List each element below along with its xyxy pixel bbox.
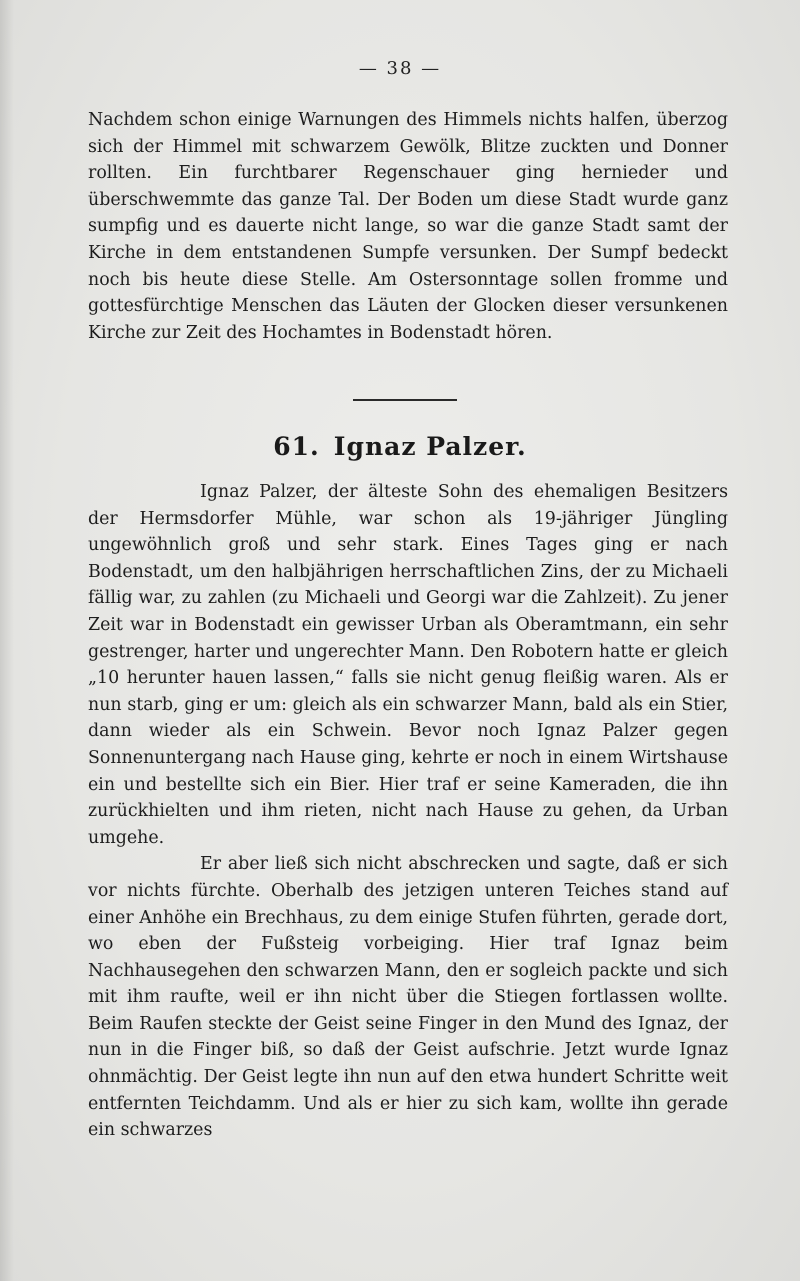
- page-number: — 38 —: [358, 58, 442, 79]
- section-divider: [353, 399, 457, 401]
- story-paragraph-1: Ignaz Palzer, der älteste Sohn des ehemaligen Besitzers der Hermsdorfer Mühle, war schon als 19-jähriger Jüngling ungewöhnlich groß und sehr stark. Eines Tages ging er nach Bodenstadt, um den halbjährigen herrschaftlichen Zins, der zu Michaeli fällig war, zu zahlen (zu Michaeli und Georgi war die Zahlzeit). Zu jener Zeit war in Bodenstadt ein gewisser Urban als Oberamtmann, ein sehr gestrenger, harter und ungerechter Mann. Den Robotern hatte er gleich „10 herunter hauen lassen,“ falls sie nicht genug fleißig waren. Als er nun starb, ging er um: gleich als ein schwarzer Mann, bald als ein Stier, dann wieder als ein Schwein. Bevor noch Ignaz Palzer gegen Sonnenuntergang nach Hause ging, kehrte er noch in einem Wirtshause ein und bestellte sich ein Bier. Hier traf er seine Kameraden, die ihn zurückhielten und ihm rieten, nicht nach Hause zu gehen, da Urban umgehe.: [88, 482, 728, 848]
- spine-shadow: [0, 0, 14, 1281]
- section-number: 61.: [273, 432, 320, 461]
- story-paragraph-2: Er aber ließ sich nicht abschrecken und sagte, daß er sich vor nichts fürchte. Oberhalb des jetzigen unteren Teiches stand auf einer Anhöhe ein Brechhaus, zu dem einige Stufen führten, gerade dort, wo eben der Fußsteig vorbeiging. Hier traf Ignaz beim Nachhausegehen den schwarzen Mann, den er sogleich packte und sich mit ihm raufte, weil er ihn nicht über die Stiegen fortlassen wollte. Beim Raufen steckte der Geist seine Finger in den Mund des Ignaz, der nun in die Finger biß, so daß der Geist aufschrie. Jetzt wurde Ignaz ohnmächtig. Der Geist legte ihn nun auf den etwa hundert Schritte weit entfernten Teichdamm. Und als er hier zu sich kam, wollte ihn gerade ein schwarzes: [88, 854, 728, 1141]
- story-body: [88, 479, 728, 1144]
- section-heading: [0, 432, 800, 461]
- top-paragraph: Nachdem schon einige Warnungen des Himmels nichts halfen, überzog sich der Himmel mit schwarzem Gewölk, Blitze zuckten und Donner rollten. Ein furchtbarer Regenschauer ging hernieder und überschwemmte das ganze Tal. Der Boden um diese Stadt wurde ganz sumpfig und es dauerte nicht lange, so war die ganze Stadt samt der Kirche in dem entstandenen Sumpfe versunken. Der Sumpf bedeckt noch bis heute diese Stelle. Am Ostersonntage sollen fromme und gottesfürchtige Menschen das Läuten der Glocken dieser versunkenen Kirche zur Zeit des Hochamtes in Bodenstadt hören.: [88, 110, 728, 343]
- section-title: Ignaz Palzer.: [333, 432, 527, 461]
